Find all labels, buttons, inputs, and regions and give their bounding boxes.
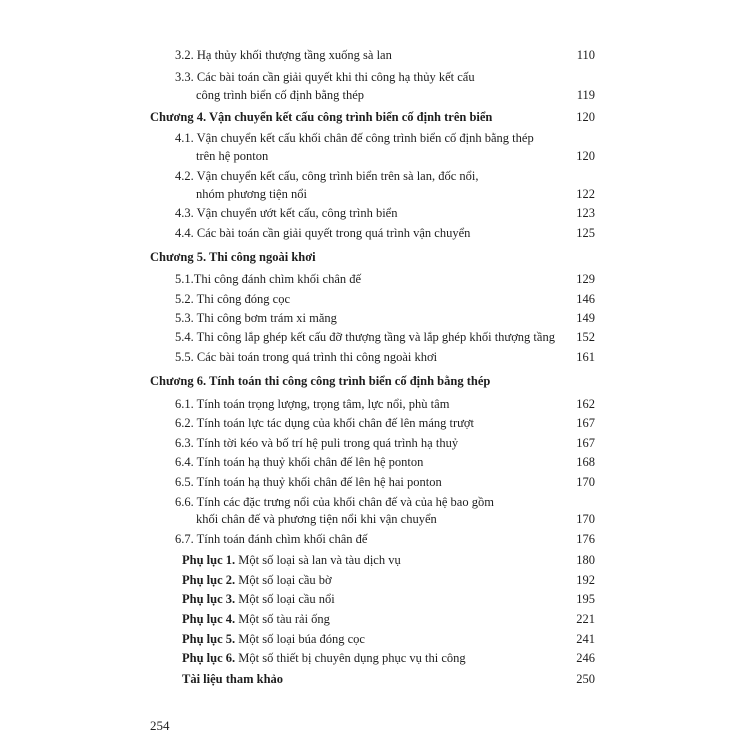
toc-page-6-3: 167 <box>576 436 595 450</box>
toc-appendix-2 <box>182 573 332 588</box>
toc-page-appendix-2: 192 <box>576 573 595 587</box>
appendix-label: Phụ lục 4. <box>182 612 236 626</box>
toc-page-appendix-6: 246 <box>576 651 595 665</box>
toc-entry-5-3: 5.3. Thi công bơm trám xi măng <box>175 311 337 325</box>
toc-entry-3-3: 3.3. Các bài toán cần giải quyết khi thi công hạ thủy kết cấu <box>175 70 475 84</box>
page-number: 254 <box>150 718 170 733</box>
toc-entry-6-6-cont: khối chân đế và phương tiện nổi khi vận chuyển <box>196 512 437 526</box>
toc-entry-6-3: 6.3. Tính tời kéo và bố trí hệ puli trong quá trình hạ thuỷ <box>175 436 459 450</box>
toc-appendix-5 <box>182 632 365 647</box>
appendix-title: Một số loại sà lan và tàu dịch vụ <box>238 553 401 567</box>
toc-page-appendix-1: 180 <box>576 553 595 567</box>
appendix-label: Phụ lục 5. <box>182 632 236 646</box>
toc-page-5-3: 149 <box>576 311 595 325</box>
toc-page-6-5: 170 <box>576 475 595 489</box>
toc-entry-3-3-cont: công trình biển cố định bằng thép <box>196 88 365 102</box>
toc-page-6-1: 162 <box>576 397 595 411</box>
appendix-label: Phụ lục 2. <box>182 573 236 587</box>
toc-page-appendix-4: 221 <box>576 612 595 626</box>
toc-page-3-2: 110 <box>576 48 595 62</box>
toc-page-5-5: 161 <box>576 350 595 364</box>
toc-chapter-4: Chương 4. Vận chuyển kết cấu công trình biển cố định trên biển <box>150 110 493 124</box>
toc-entry-3-2: 3.2. Hạ thủy khối thượng tầng xuống sà lan <box>175 48 392 62</box>
toc-page-6-7: 176 <box>576 532 595 546</box>
toc-entry-6-2: 6.2. Tính toán lực tác dụng của khối chân đế lên máng trượt <box>175 416 475 430</box>
toc-page-3-3: 119 <box>576 88 595 102</box>
toc-page-references: 250 <box>576 672 595 686</box>
toc-page-4-1: 120 <box>576 149 595 163</box>
toc-entry-4-1-cont: trên hệ ponton <box>196 149 269 163</box>
toc-entry-4-2: 4.2. Vận chuyển kết cấu, công trình biển trên sà lan, đốc nổi, <box>175 169 479 183</box>
appendix-label: Phụ lục 1. <box>182 553 236 567</box>
toc-page-appendix-3: 195 <box>576 592 595 606</box>
toc-appendix-4 <box>182 612 330 627</box>
toc-entry-6-5: 6.5. Tính toán hạ thuỷ khối chân đế lên hệ hai ponton <box>175 475 442 489</box>
toc-appendix-6 <box>182 651 466 666</box>
toc-entry-6-7: 6.7. Tính toán đánh chìm khối chân đế <box>175 532 368 546</box>
toc-entry-5-5: 5.5. Các bài toán trong quá trình thi công ngoài khơi <box>175 350 438 364</box>
toc-page-4-4: 125 <box>576 226 595 240</box>
toc-entry-6-6: 6.6. Tính các đặc trưng nổi của khối chân đế và của hệ bao gồm <box>175 495 494 509</box>
toc-page-4-2: 122 <box>576 187 595 201</box>
toc-page-5-4: 152 <box>576 330 595 344</box>
toc-page-6-6: 170 <box>576 512 595 526</box>
toc-page-6-4: 168 <box>576 455 595 469</box>
toc-appendix-1 <box>182 553 401 568</box>
appendix-title: Một số loại búa đóng cọc <box>238 632 365 646</box>
toc-page-6-2: 167 <box>576 416 595 430</box>
toc-page-chapter-4: 120 <box>576 110 595 124</box>
appendix-title: Một số tàu rải ống <box>238 612 330 626</box>
toc-entry-4-1: 4.1. Vận chuyển kết cấu khối chân đế công trình biển cố định bằng thép <box>175 131 534 145</box>
toc-entry-4-3: 4.3. Vận chuyển ướt kết cấu, công trình biển <box>175 206 398 220</box>
appendix-title: Một số loại cầu nổi <box>238 592 335 606</box>
appendix-title: Một số loại cầu bờ <box>238 573 332 587</box>
toc-chapter-5: Chương 5. Thi công ngoài khơi <box>150 250 316 264</box>
toc-appendix-3 <box>182 592 335 607</box>
toc-entry-6-1: 6.1. Tính toán trọng lượng, trọng tâm, lực nổi, phù tâm <box>175 397 450 411</box>
appendix-title: Một số thiết bị chuyên dụng phục vụ thi công <box>238 651 466 665</box>
toc-entry-5-2: 5.2. Thi công đóng cọc <box>175 292 291 306</box>
toc-page-5-1: 129 <box>576 272 595 286</box>
toc-entry-4-4: 4.4. Các bài toán cần giải quyết trong quá trình vận chuyển <box>175 226 471 240</box>
toc-entry-5-4: 5.4. Thi công lắp ghép kết cấu đỡ thượng tầng và lắp ghép khối thượng tầng <box>175 330 555 344</box>
toc-entry-6-4: 6.4. Tính toán hạ thuỷ khối chân đế lên hệ ponton <box>175 455 424 469</box>
toc-entry-4-2-cont: nhóm phương tiện nổi <box>196 187 307 201</box>
toc-references: Tài liệu tham khảo <box>182 672 284 686</box>
toc-entry-5-1: 5.1.Thi công đánh chìm khối chân đế <box>175 272 362 286</box>
appendix-label: Phụ lục 3. <box>182 592 236 606</box>
appendix-label: Phụ lục 6. <box>182 651 236 665</box>
toc-chapter-6: Chương 6. Tính toán thi công công trình biển cố định bằng thép <box>150 374 491 388</box>
toc-page-appendix-5: 241 <box>576 632 595 646</box>
toc-page-4-3: 123 <box>576 206 595 220</box>
toc-page-5-2: 146 <box>576 292 595 306</box>
